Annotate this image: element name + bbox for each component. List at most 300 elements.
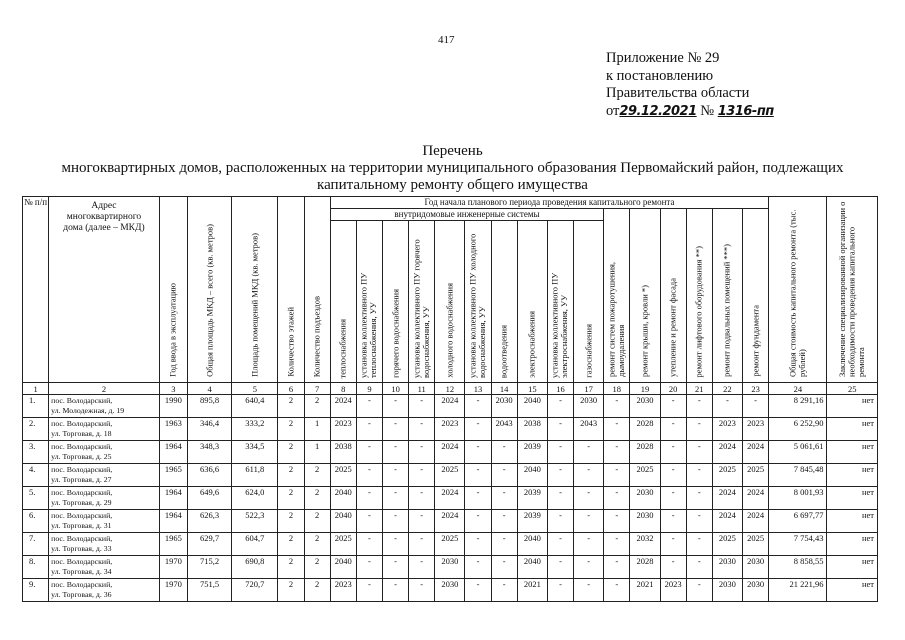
table-cell: 2024 <box>712 510 742 533</box>
table-cell: - <box>383 395 409 418</box>
table-cell: 2039 <box>517 510 547 533</box>
table-cell: - <box>660 487 686 510</box>
table-cell: 2 <box>304 533 330 556</box>
address-line-1: пос. Володарский, <box>51 465 113 474</box>
table-cell: 2040 <box>517 395 547 418</box>
table-cell: - <box>686 418 712 441</box>
column-number: 24 <box>769 383 827 395</box>
table-cell: 2030 <box>630 487 660 510</box>
table-cell: - <box>604 418 630 441</box>
table-cell: 2 <box>278 418 304 441</box>
header-num: № п/п <box>23 197 49 383</box>
table-cell: нет <box>827 464 878 487</box>
table-cell: - <box>383 441 409 464</box>
table-cell: 2023 <box>712 418 742 441</box>
table-cell: 21 221,96 <box>769 579 827 602</box>
table-cell: - <box>686 487 712 510</box>
table-cell: 715,2 <box>187 556 231 579</box>
table-cell: - <box>547 395 573 418</box>
table-cell: 2038 <box>330 441 356 464</box>
table-cell: - <box>686 579 712 602</box>
table-cell: 346,4 <box>187 418 231 441</box>
table-cell: - <box>383 556 409 579</box>
page-number: 417 <box>438 34 455 46</box>
appendix-block <box>606 50 774 120</box>
table-cell: - <box>409 441 435 464</box>
table-cell: - <box>409 464 435 487</box>
table-cell: 1 <box>304 418 330 441</box>
table-cell: 1 <box>304 441 330 464</box>
table-cell: - <box>686 533 712 556</box>
table-cell: 2024 <box>435 395 465 418</box>
table-cell: 5 061,61 <box>769 441 827 464</box>
column-number: 8 <box>330 383 356 395</box>
table-cell: - <box>491 579 517 602</box>
table-cell: - <box>574 441 604 464</box>
table-cell: - <box>547 418 573 441</box>
table-cell: - <box>604 395 630 418</box>
table-cell: 348,3 <box>187 441 231 464</box>
table-cell: 2024 <box>435 487 465 510</box>
table-cell: - <box>743 395 769 418</box>
table-cell: - <box>409 556 435 579</box>
header-heat-meter: установка коллективного ПУ теплоснабжения, УУ <box>356 221 382 383</box>
table-cell: - <box>604 510 630 533</box>
table-cell: 751,5 <box>187 579 231 602</box>
row-address <box>49 395 160 418</box>
address-line-2: ул. Торговая, д. 29 <box>51 497 112 507</box>
table-cell: 8 858,55 <box>769 556 827 579</box>
appendix-date-line <box>606 103 774 121</box>
table-cell: 2025 <box>743 533 769 556</box>
table-cell: 2030 <box>630 510 660 533</box>
column-number: 21 <box>686 383 712 395</box>
column-number: 20 <box>660 383 686 395</box>
handwritten-date: 29.12.2021 <box>619 103 697 119</box>
address-line-2: ул. Торговая, д. 36 <box>51 589 112 599</box>
table-cell: 2 <box>278 556 304 579</box>
table-cell: 1970 <box>159 579 187 602</box>
table-cell: нет <box>827 556 878 579</box>
table-cell: 629,7 <box>187 533 231 556</box>
title-line-2: многоквартирных домов, расположенных на территории муниципального образования Первомайский район, подлежащих <box>61 160 844 176</box>
column-number: 16 <box>547 383 573 395</box>
header-lift: ремонт лифтового оборудования **) <box>686 209 712 383</box>
table-cell: 2025 <box>435 533 465 556</box>
table-cell: - <box>660 464 686 487</box>
table-cell: - <box>356 556 382 579</box>
table-cell: 2024 <box>435 441 465 464</box>
table-cell: 2 <box>278 441 304 464</box>
column-number: 6 <box>278 383 304 395</box>
row-address <box>49 464 160 487</box>
header-cold-water-meter: установка коллективного ПУ холодного водоснабжения, УУ <box>465 221 491 383</box>
table-cell: 2039 <box>517 487 547 510</box>
table-cell: 1990 <box>159 395 187 418</box>
column-number: 9 <box>356 383 382 395</box>
table-cell: - <box>574 510 604 533</box>
address-line-1: пос. Володарский, <box>51 557 113 566</box>
table-cell: - <box>356 464 382 487</box>
table-cell: 2030 <box>491 395 517 418</box>
table-cell: 2030 <box>630 395 660 418</box>
row-address <box>49 441 160 464</box>
address-line-1: пос. Володарский, <box>51 419 113 428</box>
table-cell: 2024 <box>435 510 465 533</box>
header-sewer: водоотведения <box>491 221 517 383</box>
table-cell: 334,5 <box>232 441 278 464</box>
row-address <box>49 418 160 441</box>
header-floors: Количество этажей <box>278 197 304 383</box>
row-address <box>49 487 160 510</box>
table-cell: - <box>547 464 573 487</box>
table-row <box>23 533 878 556</box>
table-cell: 2 <box>278 464 304 487</box>
row-index: 9. <box>23 579 49 602</box>
address-line-2: ул. Торговая, д. 34 <box>51 566 112 576</box>
table-row <box>23 441 878 464</box>
table-cell: - <box>660 556 686 579</box>
table-cell: нет <box>827 487 878 510</box>
table-cell: - <box>604 579 630 602</box>
table-cell: 895,8 <box>187 395 231 418</box>
table-cell: 7 754,43 <box>769 533 827 556</box>
table-cell: 1965 <box>159 533 187 556</box>
row-index: 4. <box>23 464 49 487</box>
table-cell: - <box>356 441 382 464</box>
table-cell: 2025 <box>743 464 769 487</box>
table-cell: 2040 <box>330 556 356 579</box>
table-cell: - <box>465 441 491 464</box>
table-cell: 1963 <box>159 418 187 441</box>
table-cell: 1964 <box>159 487 187 510</box>
table-cell: 2025 <box>630 464 660 487</box>
table-cell: нет <box>827 418 878 441</box>
table-row <box>23 395 878 418</box>
table-cell: 2030 <box>435 556 465 579</box>
table-cell: 2 <box>304 395 330 418</box>
appendix-line-2: к постановлению <box>606 67 714 84</box>
header-foundation: ремонт фундамента <box>743 209 769 383</box>
table-cell: - <box>604 441 630 464</box>
table-cell: - <box>604 464 630 487</box>
header-facade: утепление и ремонт фасада <box>660 209 686 383</box>
row-index: 2. <box>23 418 49 441</box>
column-number: 10 <box>383 383 409 395</box>
address-line-2: ул. Торговая, д. 18 <box>51 428 112 438</box>
header-premises-area: Площадь помещений МКД (кв. метров) <box>232 197 278 383</box>
column-number: 2 <box>49 383 160 395</box>
table-cell: 2 <box>278 487 304 510</box>
header-electric: электроснабжения <box>517 221 547 383</box>
table-cell: 611,8 <box>232 464 278 487</box>
table-cell: - <box>409 510 435 533</box>
header-year-built: Год ввода в эксплуатацию <box>159 197 187 383</box>
table-cell: - <box>660 418 686 441</box>
address-line-1: пос. Володарский, <box>51 580 113 589</box>
table-cell: - <box>574 579 604 602</box>
column-number: 19 <box>630 383 660 395</box>
column-number: 17 <box>574 383 604 395</box>
table-cell: - <box>409 579 435 602</box>
header-cold-water: холодного водоснабжения <box>435 221 465 383</box>
table-cell: - <box>604 533 630 556</box>
header-heat: теплоснабжения <box>330 221 356 383</box>
row-address <box>49 579 160 602</box>
table-cell: 2040 <box>517 533 547 556</box>
table-cell: 2038 <box>517 418 547 441</box>
table-cell: 2028 <box>630 556 660 579</box>
table-cell: 6 697,77 <box>769 510 827 533</box>
address-line-2: ул. Торговая, д. 33 <box>51 543 112 553</box>
table-cell: - <box>574 487 604 510</box>
table-cell: - <box>465 464 491 487</box>
table-cell: 2025 <box>435 464 465 487</box>
table-cell: 720,7 <box>232 579 278 602</box>
column-number: 3 <box>159 383 187 395</box>
table-cell: - <box>409 487 435 510</box>
table-cell: 2030 <box>435 579 465 602</box>
address-line-1: пос. Володарский, <box>51 488 113 497</box>
appendix-line-1: Приложение № 29 <box>606 50 720 66</box>
table-cell: - <box>660 510 686 533</box>
header-internal-systems: внутридомовые инженерные системы <box>330 209 604 221</box>
table-cell: 2025 <box>712 533 742 556</box>
column-number: 12 <box>435 383 465 395</box>
table-cell: - <box>465 533 491 556</box>
table-cell: нет <box>827 441 878 464</box>
table-cell: 2024 <box>712 441 742 464</box>
table-cell: 2021 <box>630 579 660 602</box>
header-total-area: Общая площадь МКД – всего (кв. метров) <box>187 197 231 383</box>
address-line-2: ул. Торговая, д. 27 <box>51 474 112 484</box>
table-cell: 2025 <box>712 464 742 487</box>
table-cell: 2023 <box>435 418 465 441</box>
table-cell: 333,2 <box>232 418 278 441</box>
header-cost: Общая стоимость капитального ремонта (тыс. рублей) <box>769 197 827 383</box>
table-row <box>23 487 878 510</box>
table-cell: - <box>547 441 573 464</box>
column-number: 23 <box>743 383 769 395</box>
table-cell: 2040 <box>517 556 547 579</box>
table-cell: 2030 <box>712 579 742 602</box>
table-cell: - <box>686 556 712 579</box>
table-cell: нет <box>827 533 878 556</box>
table-row <box>23 418 878 441</box>
table-cell: 2040 <box>517 464 547 487</box>
appendix-line-3: Правительства области <box>606 85 750 101</box>
row-address <box>49 533 160 556</box>
table-cell: - <box>409 395 435 418</box>
table-cell: 2 <box>304 464 330 487</box>
table-cell: 522,3 <box>232 510 278 533</box>
table-cell: - <box>547 510 573 533</box>
table-row <box>23 464 878 487</box>
row-address <box>49 556 160 579</box>
table-cell: 626,3 <box>187 510 231 533</box>
column-number: 14 <box>491 383 517 395</box>
column-number: 7 <box>304 383 330 395</box>
header-electric-meter: установка коллективного ПУ электроснабжения, УУ <box>547 221 573 383</box>
table-cell: 2023 <box>660 579 686 602</box>
table-cell: - <box>356 395 382 418</box>
table-cell: 2043 <box>491 418 517 441</box>
table-cell: - <box>383 533 409 556</box>
address-line-1: пос. Володарский, <box>51 442 113 451</box>
table-cell: - <box>383 579 409 602</box>
row-index: 8. <box>23 556 49 579</box>
address-line-1: пос. Володарский, <box>51 534 113 543</box>
address-line-2: ул. Торговая, д. 31 <box>51 520 112 530</box>
table-cell: 2028 <box>630 418 660 441</box>
number-prefix: № <box>700 102 715 119</box>
table-cell: - <box>604 487 630 510</box>
table-cell: 2 <box>304 487 330 510</box>
table-cell: 2 <box>304 579 330 602</box>
header-hot-water-meter: установка коллективного ПУ горячего водоснабжения, УУ <box>409 221 435 383</box>
table-cell: 7 845,48 <box>769 464 827 487</box>
address-line-2: ул. Молодежная, д. 19 <box>51 405 125 415</box>
table-cell: 640,4 <box>232 395 278 418</box>
table-cell: 2 <box>278 533 304 556</box>
table-cell: - <box>383 487 409 510</box>
table-cell: 2024 <box>743 487 769 510</box>
table-cell: - <box>409 418 435 441</box>
address-line-1: пос. Володарский, <box>51 396 113 405</box>
table-cell: - <box>491 510 517 533</box>
column-number: 22 <box>712 383 742 395</box>
table-cell: нет <box>827 395 878 418</box>
header-hot-water: горячего водоснабжения <box>383 221 409 383</box>
table-cell: - <box>686 464 712 487</box>
table-cell: - <box>574 556 604 579</box>
table-cell: - <box>547 579 573 602</box>
table-cell: 2023 <box>330 418 356 441</box>
table-cell: - <box>383 464 409 487</box>
table-cell: 2025 <box>330 533 356 556</box>
table-cell: - <box>465 395 491 418</box>
row-index: 7. <box>23 533 49 556</box>
table-cell: 8 291,16 <box>769 395 827 418</box>
address-line-2: ул. Торговая, д. 25 <box>51 451 112 461</box>
table-cell: 2030 <box>743 579 769 602</box>
table-cell: - <box>409 533 435 556</box>
housing-repair-table <box>22 196 878 602</box>
table-cell: 2032 <box>630 533 660 556</box>
table-cell: - <box>356 510 382 533</box>
table-cell: 6 252,90 <box>769 418 827 441</box>
column-number: 25 <box>827 383 878 395</box>
address-line-1: пос. Володарский, <box>51 511 113 520</box>
header-fire: ремонт систем пожаротушения, дымоудаления <box>604 209 630 383</box>
title-line-1: Перечень <box>422 143 483 159</box>
table-cell: - <box>465 556 491 579</box>
table-cell: - <box>491 464 517 487</box>
table-cell: - <box>465 418 491 441</box>
table-cell: 1964 <box>159 441 187 464</box>
table-cell: 2030 <box>743 556 769 579</box>
header-plan-group: Год начала планового периода проведения капитального ремонта <box>330 197 768 209</box>
table-cell: - <box>356 418 382 441</box>
table-cell: 624,0 <box>232 487 278 510</box>
table-cell: 2023 <box>743 418 769 441</box>
row-index: 6. <box>23 510 49 533</box>
table-cell: - <box>660 533 686 556</box>
table-cell: - <box>547 487 573 510</box>
row-address <box>49 510 160 533</box>
document-title <box>0 143 905 194</box>
table-cell: 2 <box>278 510 304 533</box>
table-cell: 2024 <box>743 441 769 464</box>
table-cell: 2 <box>278 395 304 418</box>
table-cell: 636,6 <box>187 464 231 487</box>
column-number: 5 <box>232 383 278 395</box>
table-cell: - <box>465 487 491 510</box>
handwritten-number: 1316-пп <box>717 103 774 119</box>
table-cell: 2040 <box>330 487 356 510</box>
row-index: 1. <box>23 395 49 418</box>
header-gas: газоснабжения <box>574 221 604 383</box>
table-cell: нет <box>827 579 878 602</box>
table-cell: - <box>686 395 712 418</box>
table-row <box>23 556 878 579</box>
table-cell: - <box>547 533 573 556</box>
column-number: 15 <box>517 383 547 395</box>
table-cell: - <box>574 464 604 487</box>
date-prefix: от <box>606 102 620 119</box>
header-address: Адрес многоквартирного дома (далее – МКД) <box>49 197 160 383</box>
table-cell: - <box>712 395 742 418</box>
table-cell: 2039 <box>517 441 547 464</box>
table-cell: 2043 <box>574 418 604 441</box>
table-cell: - <box>660 441 686 464</box>
table-cell: 1964 <box>159 510 187 533</box>
table-cell: - <box>604 556 630 579</box>
table-cell: 2025 <box>330 464 356 487</box>
row-index: 3. <box>23 441 49 464</box>
table-cell: - <box>465 510 491 533</box>
table-cell: - <box>491 533 517 556</box>
table-cell: 2023 <box>330 579 356 602</box>
table-cell: 2028 <box>630 441 660 464</box>
table-cell: 2024 <box>712 487 742 510</box>
table-cell: - <box>356 487 382 510</box>
table-cell: - <box>383 510 409 533</box>
header-entrances: Количество подъездов <box>304 197 330 383</box>
table-row <box>23 579 878 602</box>
table-cell: 2024 <box>743 510 769 533</box>
table-cell: 2021 <box>517 579 547 602</box>
table-cell: - <box>491 441 517 464</box>
table-cell: 8 001,93 <box>769 487 827 510</box>
table-cell: 690,8 <box>232 556 278 579</box>
table-cell: - <box>356 533 382 556</box>
table-cell: - <box>660 395 686 418</box>
title-line-3: капитальному ремонту общего имущества <box>317 177 588 193</box>
column-number: 1 <box>23 383 49 395</box>
table-cell: 2 <box>304 510 330 533</box>
header-conclusion: Заключение специализированной организации о необходимости проведения капитального ремонта <box>827 197 878 383</box>
table-cell: 2024 <box>330 395 356 418</box>
table-cell: 1970 <box>159 556 187 579</box>
column-number: 18 <box>604 383 630 395</box>
table-cell: - <box>491 487 517 510</box>
row-index: 5. <box>23 487 49 510</box>
table-cell: - <box>465 579 491 602</box>
table-cell: - <box>686 441 712 464</box>
table-cell: 649,6 <box>187 487 231 510</box>
header-roof: ремонт крыши, кровли *) <box>630 209 660 383</box>
